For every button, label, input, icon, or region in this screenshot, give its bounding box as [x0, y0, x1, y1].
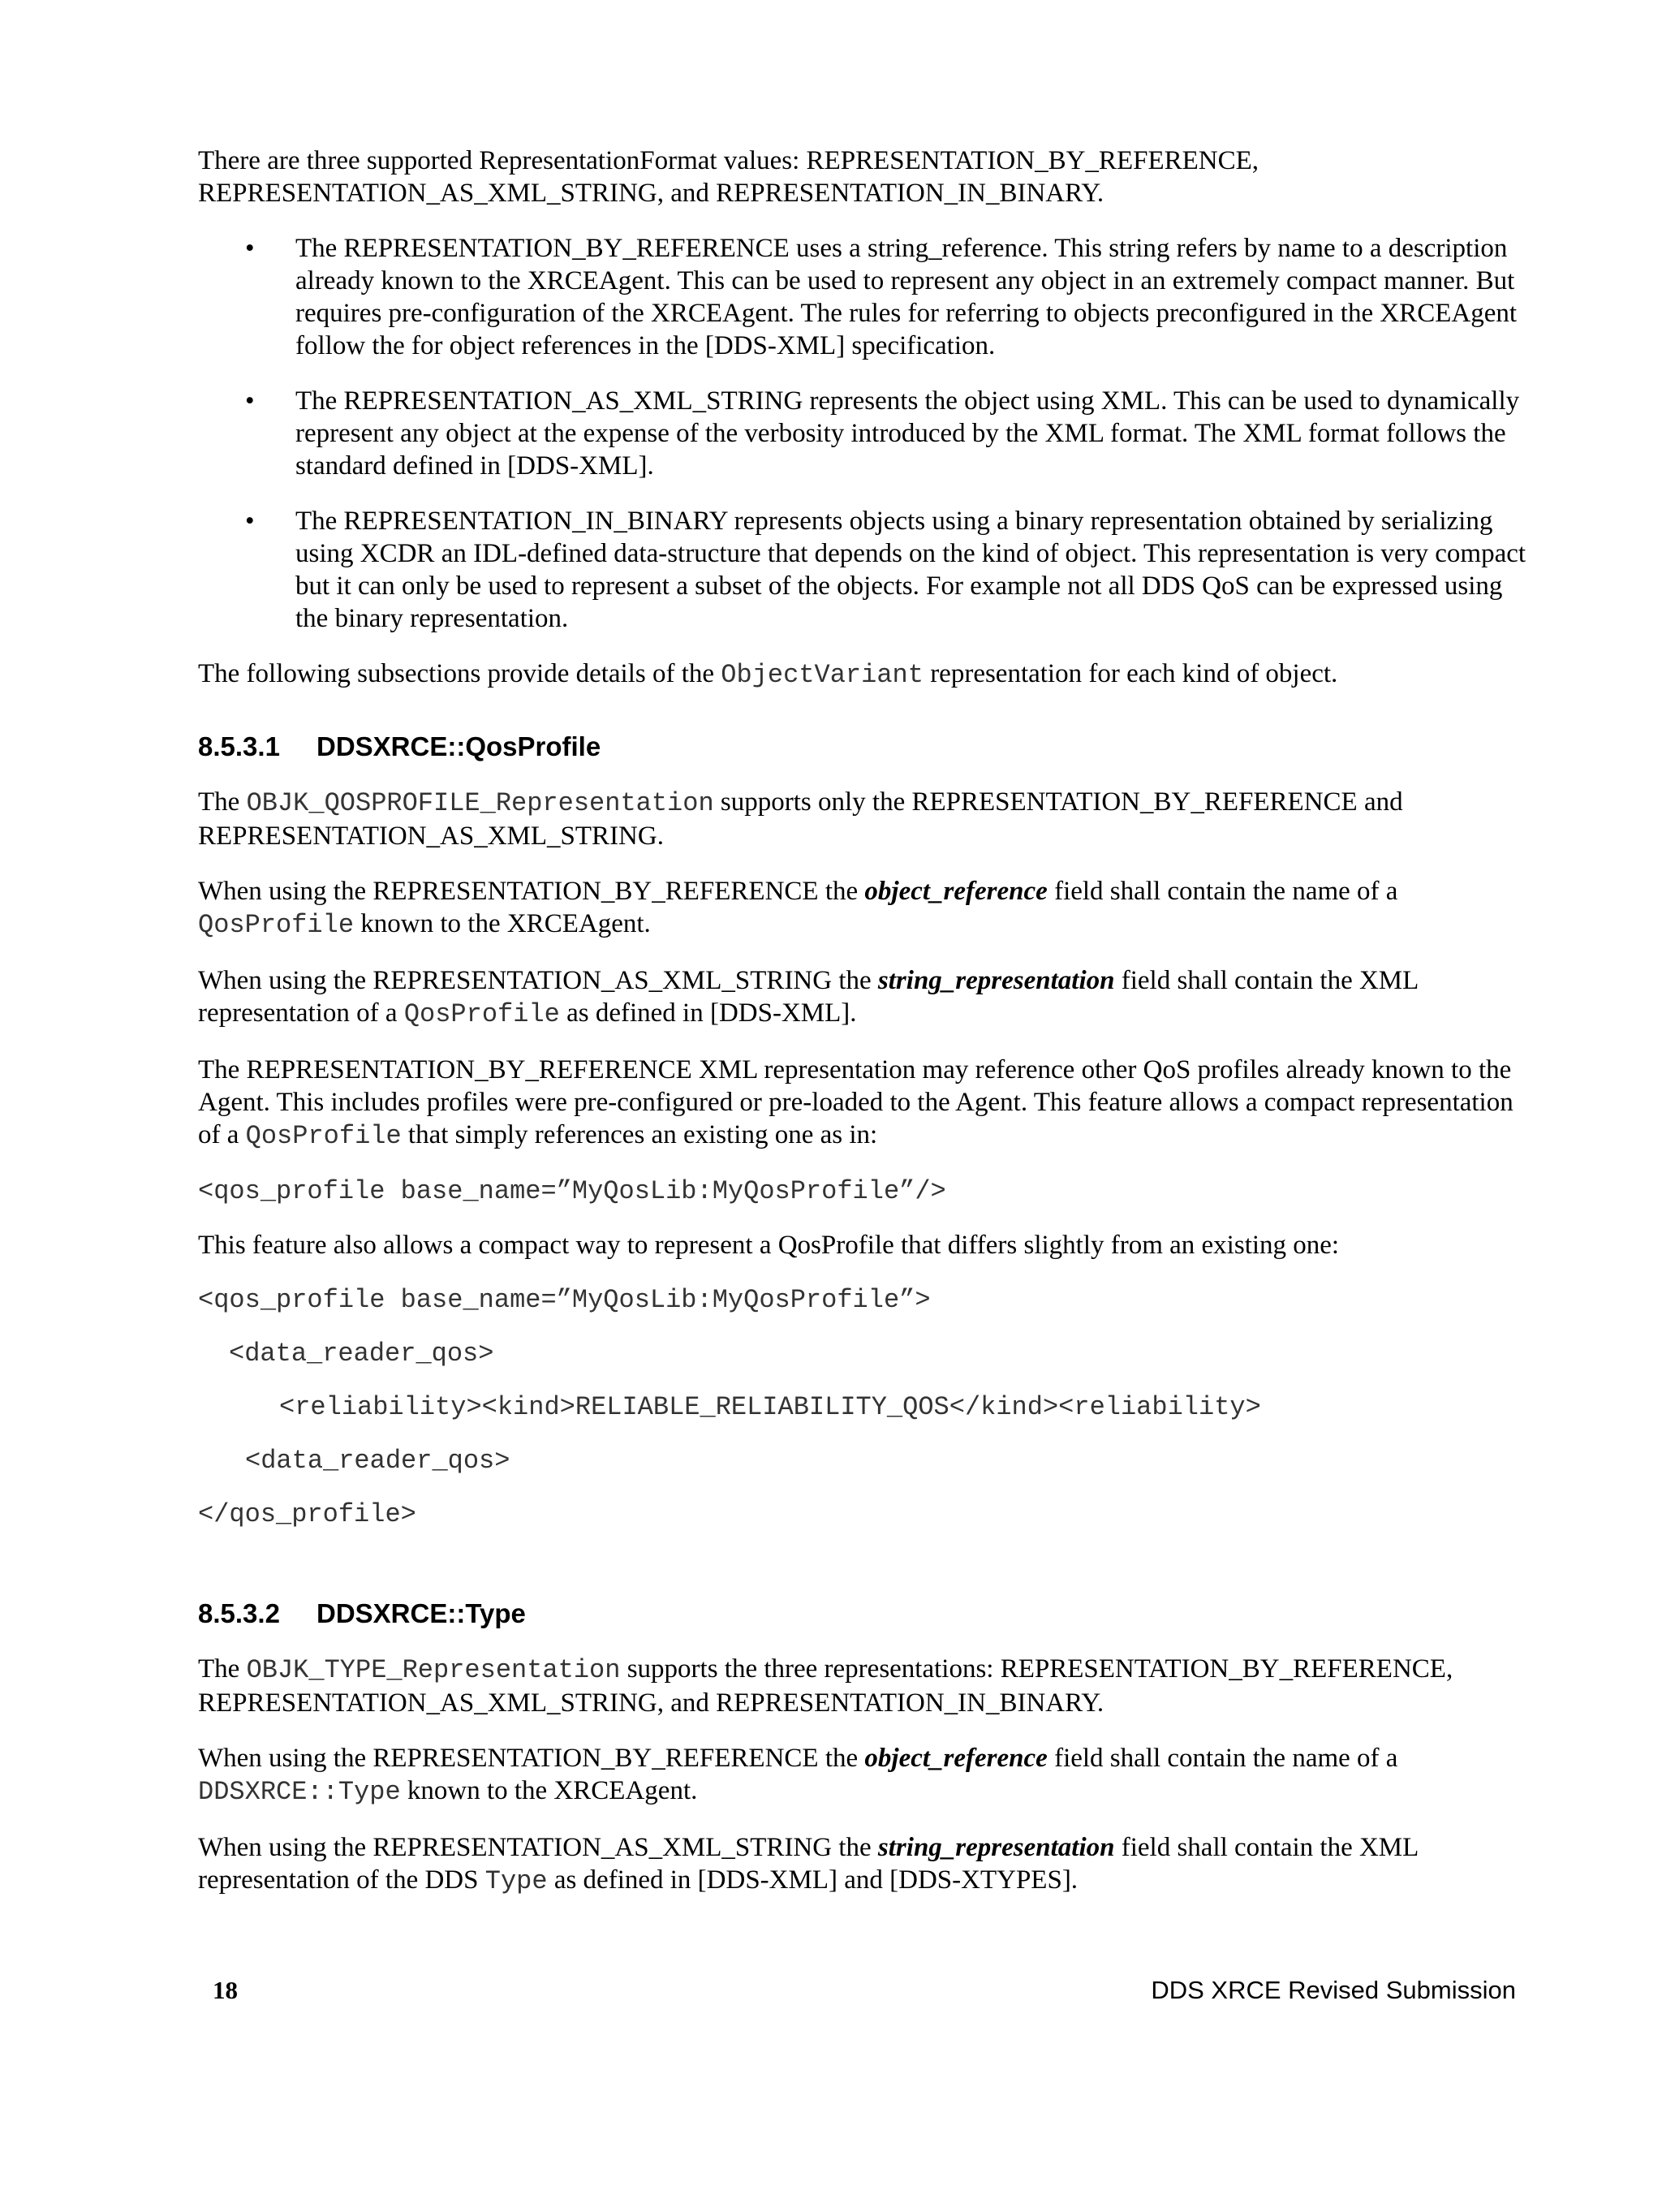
bullet-icon: •: [245, 234, 255, 263]
inline-code: Type: [484, 1866, 548, 1896]
page-number: 18: [213, 1976, 238, 2004]
field-name: string_representation: [877, 966, 1115, 995]
section-heading-type: [198, 1598, 1529, 1630]
code-line: <qos_profile base_name=”MyQosLib:MyQosProfile”/>: [198, 1176, 946, 1206]
code-line: <data_reader_qos>: [245, 1446, 510, 1476]
inline-code: QosProfile: [403, 999, 560, 1029]
inline-code: ObjectVariant: [721, 660, 924, 690]
section-number: 8.5.3.1: [198, 731, 280, 761]
code-line: <qos_profile base_name=”MyQosLib:MyQosProfile”>: [198, 1285, 931, 1315]
subsections-paragraph: The following subsections provide details of the ObjectVariant representation for each kind of object.: [198, 659, 1338, 690]
qos-paragraph: This feature also allows a compact way to represent a QosProfile that differs slightly from an existing one:: [198, 1231, 1340, 1260]
list-item: [198, 232, 1529, 362]
inline-code: QosProfile: [245, 1121, 402, 1151]
field-name: string_representation: [877, 1833, 1115, 1862]
list-item: [198, 505, 1529, 635]
section-title: DDSXRCE::Type: [316, 1598, 526, 1628]
code-line: <reliability><kind>RELIABLE_RELIABILITY_QOS</kind><reliability>: [279, 1392, 1261, 1422]
type-paragraph: The OBJK_TYPE_Representation supports the three representations: REPRESENTATION_BY_REFERENCE, REPRESENTATION_AS_XML_STRING, and REPRESENTATION_IN_BINARY.: [198, 1654, 1453, 1718]
representation-format-list: [198, 232, 1529, 635]
bullet-icon: •: [245, 386, 255, 416]
document-title: DDS XRCE Revised Submission: [1151, 1976, 1516, 2004]
page-footer: [213, 1976, 1516, 2008]
list-item: [198, 385, 1529, 482]
qos-paragraph: When using the REPRESENTATION_AS_XML_STRING the string_representation field shall contain the XML representation of a QosProfile as defined in [DDS-XML].: [198, 966, 1419, 1029]
page-body: [198, 144, 1529, 1921]
qos-paragraph: The OBJK_QOSPROFILE_Representation supports only the REPRESENTATION_BY_REFERENCE and REPRESENTATION_AS_XML_STRING.: [198, 787, 1403, 851]
list-item-text: The REPRESENTATION_IN_BINARY represents objects using a binary representation obtained by serializing using XCDR an IDL-defined data-structure that depends on the kind of object. This representation is very compact but it can only be used to represent a subset of the objects. For example not all DDS QoS can be expressed using the binary representation.: [295, 507, 1526, 633]
type-paragraph: When using the REPRESENTATION_BY_REFERENCE the object_reference field shall contain the name of a DDSXRCE::Type known to the XRCEAgent.: [198, 1744, 1398, 1807]
code-line: </qos_profile>: [198, 1499, 416, 1529]
list-item-text: The REPRESENTATION_AS_XML_STRING represents the object using XML. This can be used to dynamically represent any object at the expense of the verbosity introduced by the XML format. The XML format follows the standard defined in [DDS-XML].: [295, 386, 1520, 481]
section-number: 8.5.3.2: [198, 1598, 280, 1628]
type-paragraph: When using the REPRESENTATION_AS_XML_STRING the string_representation field shall contain the XML representation of the DDS Type as defined in [DDS-XML] and [DDS-XTYPES].: [198, 1833, 1419, 1896]
list-item-text: The REPRESENTATION_BY_REFERENCE uses a string_reference. This string refers by name to a description already known to the XRCEAgent. This can be used to represent any object in an extremely compact manner. But requires pre-configuration of the XRCEAgent. The rules for referring to objects preconfigured in the XRCEAgent follow the for object references in the [DDS-XML] specification.: [295, 234, 1518, 360]
qos-paragraph: The REPRESENTATION_BY_REFERENCE XML representation may reference other QoS profiles already known to the Agent. This includes profiles were pre-configured or pre-loaded to the Agent. This feature allows a compact representation of a QosProfile that simply references an existing one as in:: [198, 1055, 1513, 1151]
inline-code: DDSXRCE::Type: [198, 1777, 401, 1807]
inline-code: OBJK_TYPE_Representation: [246, 1655, 621, 1685]
qos-paragraph: When using the REPRESENTATION_BY_REFERENCE the object_reference field shall contain the name of a QosProfile known to the XRCEAgent.: [198, 877, 1398, 940]
section-title: DDSXRCE::QosProfile: [316, 731, 601, 761]
field-name: object_reference: [864, 1744, 1048, 1773]
section-heading-qosprofile: [198, 731, 1529, 763]
field-name: object_reference: [864, 877, 1048, 906]
intro-paragraph: There are three supported RepresentationFormat values: REPRESENTATION_BY_REFERENCE, REPRESENTATION_AS_XML_STRING, and REPRESENTATION_IN_BINARY.: [198, 146, 1259, 208]
inline-code: QosProfile: [198, 910, 355, 940]
inline-code: OBJK_QOSPROFILE_Representation: [246, 788, 714, 818]
spacer: [198, 1552, 1529, 1598]
bullet-icon: •: [245, 507, 255, 536]
code-line: <data_reader_qos>: [229, 1339, 494, 1369]
